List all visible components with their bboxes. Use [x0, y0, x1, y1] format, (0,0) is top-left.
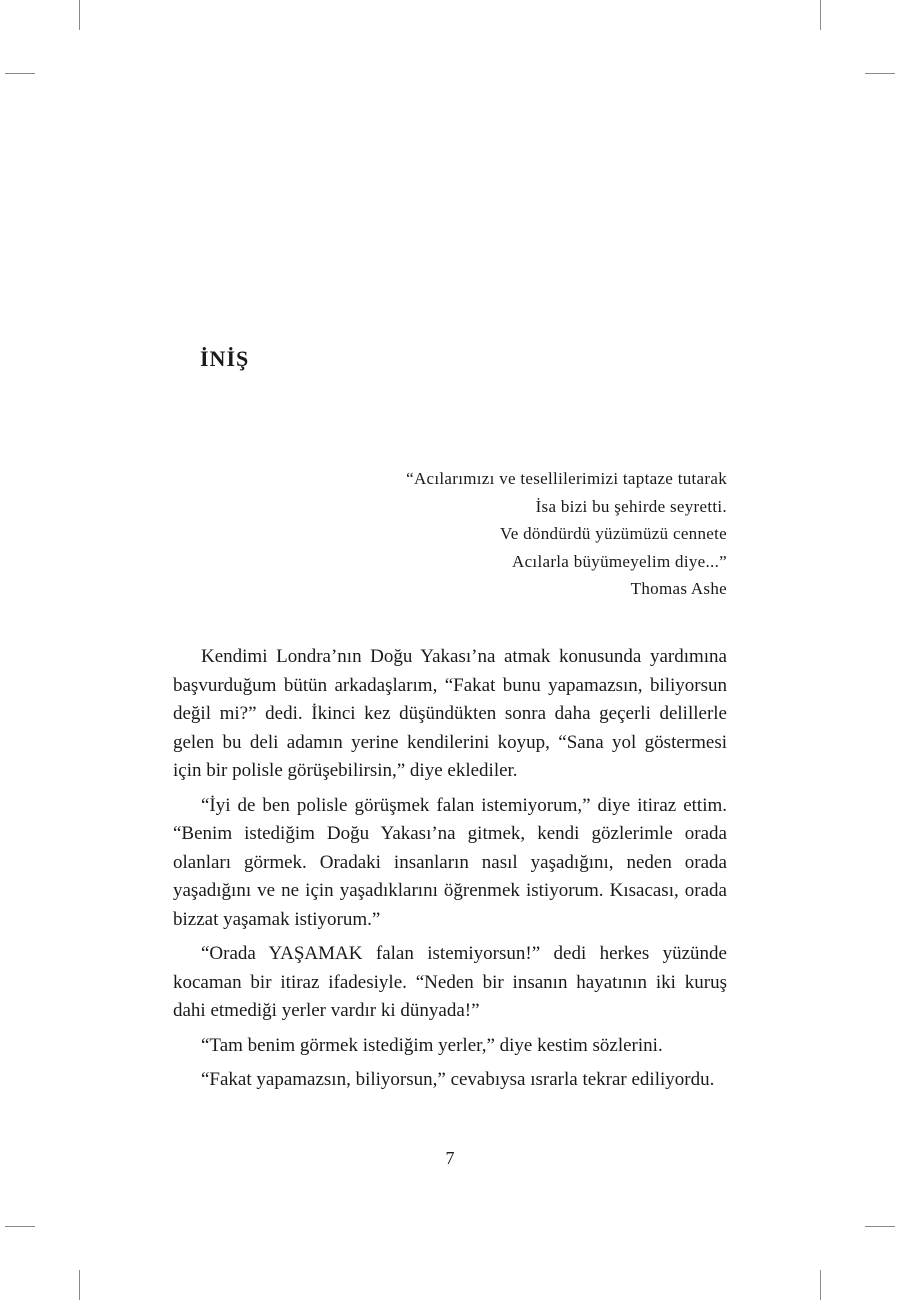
paragraph: “Fakat yapamazsın, biliyorsun,” cevabıysa ısrarla tekrar ediliyordu. [201, 1069, 715, 1090]
crop-mark-right-upper [865, 73, 895, 74]
epigraph [406, 465, 727, 603]
page-number: 7 [445, 1148, 455, 1168]
crop-mark-bottom-left [79, 1270, 80, 1300]
crop-mark-top-right [820, 0, 821, 30]
paragraph: “Orada YAŞAMAK falan istemiyorsun!” dedi herkes yüzünde kocaman bir itiraz ifadesiyle. “Neden bir insanın hayatının iki kuruş dahi etmediği yerler vardır ki dünyada!” [173, 943, 727, 1021]
crop-mark-left-upper [5, 73, 35, 74]
epigraph-line: “Acılarımızı ve tesellilerimizi taptaze tutarak [406, 469, 727, 488]
crop-mark-right-lower [865, 1226, 895, 1227]
epigraph-line: Ve döndürdü yüzümüzü cennete [500, 524, 727, 543]
paragraph: “Tam benim görmek istediğim yerler,” diye kestim sözlerini. [201, 1034, 663, 1056]
epigraph-line: Acılarla büyümeyelim diye...” [512, 551, 727, 571]
epigraph-author: Thomas Ashe [630, 579, 727, 598]
crop-mark-left-lower [5, 1226, 35, 1227]
paragraph: “İyi de ben polisle görüşmek falan istemiyorum,” diye itiraz ettim. “Benim istediğim Doğu Yakası’na gitmek, kendi gözlerimle orada olanları görmek. Oradaki insanların nasıl yaşadığını, neden orada yaşadığını ve ne için yaşadıklarını öğrenmek istiyorum. Kısacası, orada bizzat yaşamak istiyorum.” [173, 794, 727, 930]
crop-mark-top-left [79, 0, 80, 30]
paragraph: Kendimi Londra’nın Doğu Yakası’na atmak konusunda yardımına başvurduğum bütün arkadaşlarım, “Fakat bunu yapamazsın, biliyorsun değil mi?” dedi. İkinci kez düşündükten sonra daha geçerli delillerle gelen bu deli adamın yerine kendilerini koyup, “Sana yol göstermesi için bir polisle görüşebilirsin,” diye eklediler. [173, 646, 727, 781]
body-text [173, 643, 727, 1101]
chapter-title: İNİŞ [200, 346, 250, 371]
crop-mark-bottom-right [820, 1270, 821, 1300]
epigraph-line: İsa bizi bu şehirde seyretti. [535, 496, 727, 516]
